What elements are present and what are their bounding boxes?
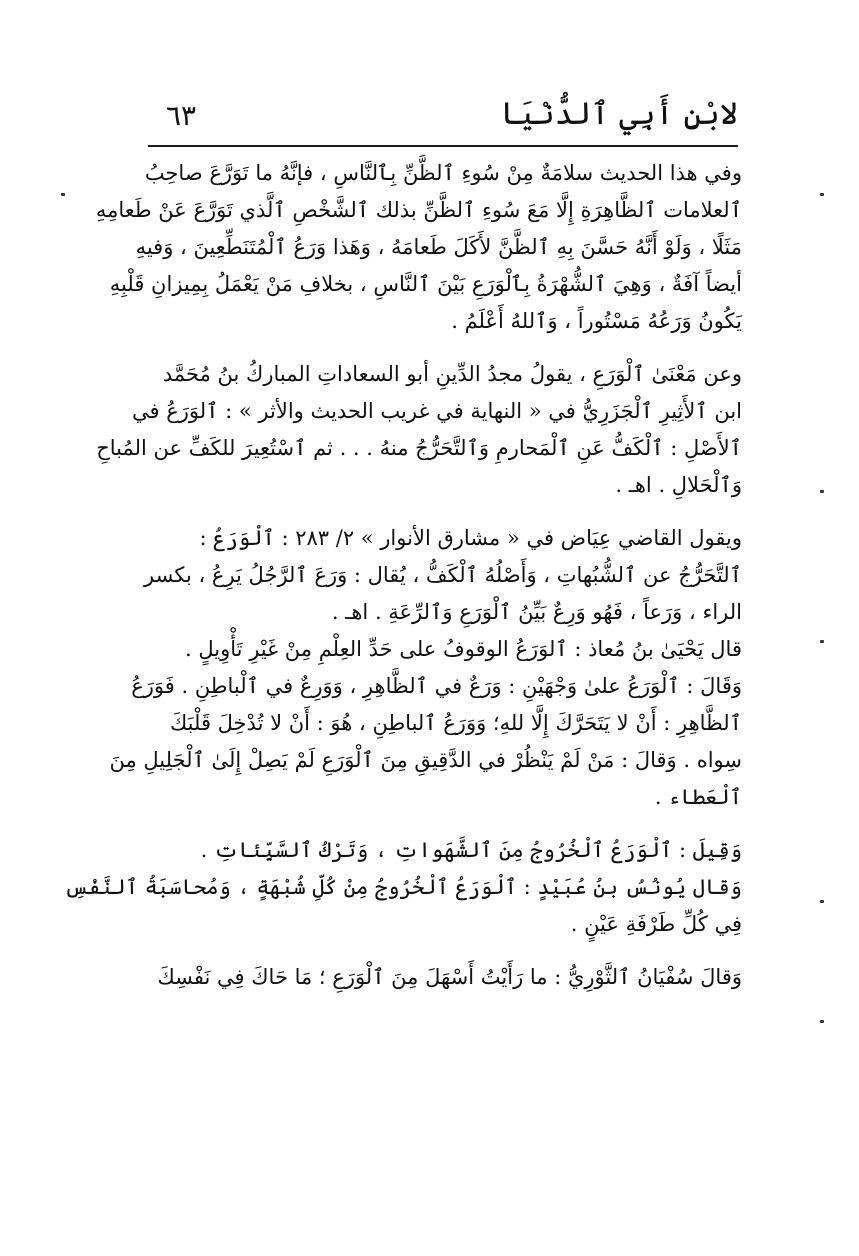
paragraph-gap [145,816,742,832]
text-line: ابن ٱلأَثِيرِ ٱلْجَزَرِيُّ في « النهاية في غريب الحديث والأثر » : ٱلوَرَعُ في [132,399,742,423]
margin-mark [820,900,824,903]
text-line: ٱلظَّاهِرِ : أَنْ لا يَتَحَرَّكَ إِلَّا للهِ؛ وَوَرَعُ ٱلباطِنِ ، هُوَ : أَنْ لا تُدْخِلَ قَلْبَكَ [169,711,742,735]
text-line: أيضاً آفَةٌ ، وَهِيَ ٱلشُّهْرَةُ بِٱلْوَرَعِ بَيْنَ ٱلنَّاسِ ، بخلافِ مَنْ يَعْمَلُ بِمِيزانِ قَلْبِهِ [109,272,742,296]
page-number: ٦٣ [166,99,197,132]
header-rule [148,145,738,147]
margin-mark [820,1020,824,1023]
text-line: فِي كُلِّ طَرْفَةِ عَيْنٍ . [570,912,742,936]
text-line: وَٱلْحَلالِ . اهـ . [615,473,742,497]
margin-mark [820,640,824,643]
paragraph-5 [64,832,742,943]
running-title: لابْنِ أَبِي ٱلدُّنْيَا [500,96,738,132]
text-line: وعن مَعْنَىٰ ٱلْوَرَعِ ، يقولُ مجدُ الدِّينِ أبو السعاداتِ المباركُ بنُ مُحَمَّد [162,362,742,386]
text-line: ٱلْعَطاء . [654,785,742,809]
text-line: وفي هذا الحديث سلامَةٌ مِنْ سُوءِ ٱلظَّنِّ بِٱلنَّاسِ ، فإنَّهُ ما تَوَرَّعَ صاحِبُ [144,161,742,185]
margin-mark [61,193,65,196]
text-line: ٱلعلامات ٱلظَّاهِرَةِ إِلَّا مَعَ سُوءِ ٱلظَّنِّ بذلك ٱلشَّخْصِ ٱلَّذي تَوَرَّعَ عَنْ طَعامِهِ [95,198,742,222]
paragraph-1 [95,155,742,340]
text-line: ٱلأَصْلِ : ٱلْكَفُّ عَنِ ٱلْمَحارمِ وَٱلتَّحَرُّجُ منهُ . . . ثم ٱسْتُعِيرَ للكَفِّ عن المُباحِ [96,436,742,460]
text-line: يَكُونُ وَرَعُهُ مَسْتُوراً ، وَٱللهُ أَعْلَمُ . [451,309,742,333]
text-line: وَقِيلَ : ٱلْوَرَعُ ٱلْخُرُوجُ مِنَ ٱلشَّهَواتِ ، وَتَرْكُ ٱلسَّيِّئاتِ . [200,838,742,862]
text-line: وَقالَ سُفْيَانُ ٱلثَّوْرِيُّ : ما رَأَيْتُ أَسْهَلَ مِنَ ٱلْوَرَعِ ؛ مَا حَاكَ فِي نَفْسِكَ [157,965,742,989]
text-line: وَقال يُونُسُ بنُ عُبَيْدٍ : ٱلْوَرَعُ ٱلْخُرُوجُ مِنْ كُلِّ شُبْهَةٍ ، وَمُحاسَبَةُ ٱلنَّفْسِ [64,875,742,899]
paragraph-4 [109,631,742,816]
page-header [148,88,738,150]
page-body [64,155,742,996]
margin-mark [820,193,824,196]
text-line: قال يَحْيَىٰ بنُ مُعاذ : ٱلوَرَعُ الوقوفُ على حَدِّ العِلْمِ مِنْ غَيْرِ تَأْوِيلٍ . [185,637,742,661]
text-line: مَثَلًا ، وَلَوْ أَنَّهُ حَسَّنَ بِهِ ٱلظَّنَّ لأَكَلَ طَعامَهُ ، وَهَذا وَرَعُ ٱلْمُتَنَطِّعِينَ ، وَفيهِ [135,235,742,259]
paragraph-3 [145,520,742,631]
paragraph-gap [145,943,742,959]
paragraph-6 [145,959,742,996]
text-line: وَقَالَ : ٱلْوَرَعُ علىٰ وَجْهَيْنِ : وَرَعٌ في ٱلظَّاهِرِ ، وَوَرِعٌ في ٱلْباطِنِ . فَوَرَعُ [131,674,742,698]
paragraph-gap [145,340,742,356]
text-line: الراء ، وَرَعاً ، فَهُو وَرِعٌ بَيِّنُ ٱلْوَرَعِ وَٱلرِّعَةِ . اهـ . [331,600,742,624]
text-line: ويقول القاضي عِيَاض في « مشارق الأنوار » ٢/ ٢٨٣ : ٱلْوَرَعُ : [199,526,742,550]
paragraph-2 [96,356,742,504]
text-line: ٱلتَّحَرُّجُ عن ٱلشُّبُهاتِ ، وَأَصْلُهُ ٱلْكَفُّ ، يُقال : وَرَعَ ٱلرَّجُلُ يَرِعُ ، بكسر [144,563,742,587]
margin-mark [820,490,824,493]
text-line: سِواه . وَقالَ : مَنْ لَمْ يَنْظُرْ في الدَّقِيقِ مِنَ ٱلْوَرَعِ لَمْ يَصِلْ إِلَىٰ ٱلْجَلِيلِ مِنَ [109,748,742,772]
paragraph-gap [145,504,742,520]
